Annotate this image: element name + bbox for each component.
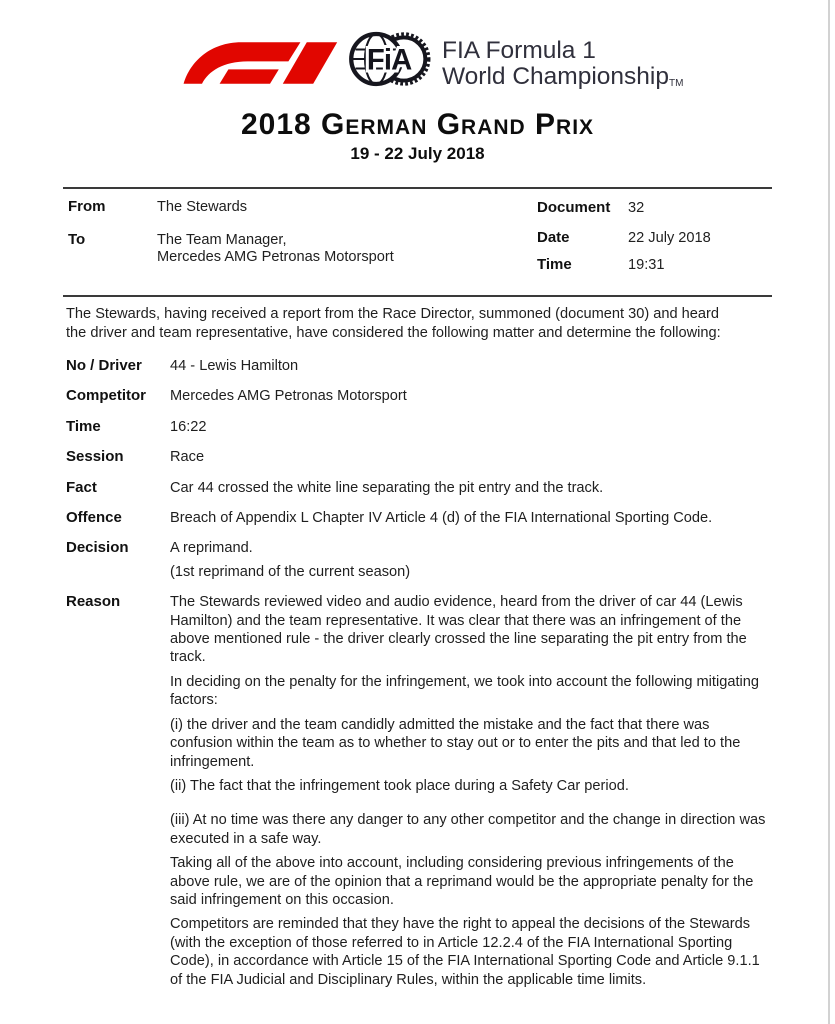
competitor-value: Mercedes AMG Petronas Motorsport <box>170 388 407 405</box>
field-row-driver <box>66 357 772 375</box>
to-value-line2: Mercedes AMG Petronas Motorsport <box>157 249 394 265</box>
to-value <box>157 232 394 266</box>
meta-block <box>0 198 835 293</box>
date-label: Date <box>537 229 570 246</box>
decision-main: A reprimand. <box>170 540 253 557</box>
decision-fields <box>66 357 772 1001</box>
reason-paragraph: The Stewards reviewed video and audio evidence, heard from the driver of car 44 (Lewis Hamilton) and the team representative. It was clear that there was an infringement of the above mentioned rule - the driver clearly crossed the line separating the pit entry from the track. <box>170 594 747 666</box>
reason-paragraph: (ii) The fact that the infringement took place during a Safety Car period. <box>170 777 629 794</box>
title-block <box>0 108 835 164</box>
event-dates: 19 - 22 July 2018 <box>350 144 485 163</box>
decision-note: (1st reprimand of the current season) <box>170 563 411 580</box>
fact-value: Car 44 crossed the white line separating the pit entry and the track. <box>170 479 604 496</box>
f1-logo <box>182 34 342 84</box>
reason-paragraph: (iii) At no time was there any danger to any other competitor and the change in direction was executed in a safe way. <box>170 812 766 847</box>
offence-label: Offence <box>66 509 122 527</box>
time-label: Time <box>537 256 572 273</box>
reason-paragraph: (i) the driver and the team candidly admitted the mistake and the fact that there was confusion within the team as to whether to stay out or to enter the pits and that led to the infringement. <box>170 716 741 770</box>
fact-label: Fact <box>66 478 97 496</box>
divider-top <box>63 187 772 189</box>
trademark-symbol: TM <box>668 78 684 89</box>
from-value: The Stewards <box>157 199 248 215</box>
field-row-decision <box>66 539 772 581</box>
masthead <box>182 26 683 95</box>
time-field-value: 16:22 <box>170 418 207 435</box>
document-label: Document <box>537 199 611 216</box>
to-value-line1: The Team Manager, <box>157 232 287 248</box>
from-label: From <box>68 198 106 215</box>
wordmark-line1: FIA Formula 1 <box>442 37 596 64</box>
field-row-fact <box>66 479 772 497</box>
fia-monogram: FiA <box>366 44 412 77</box>
time-value: 19:31 <box>628 257 665 273</box>
championship-wordmark <box>442 26 683 95</box>
field-row-offence <box>66 509 772 527</box>
field-row-reason <box>66 593 772 989</box>
reason-label: Reason <box>66 593 121 611</box>
fia-globe-logo <box>344 28 436 90</box>
field-row-time <box>66 418 772 436</box>
time-field-label: Time <box>66 417 101 435</box>
to-label: To <box>68 231 86 248</box>
field-row-session <box>66 448 772 466</box>
reason-paragraph: In deciding on the penalty for the infringement, we took into account the following mitigating factors: <box>170 673 759 709</box>
date-value: 22 July 2018 <box>628 230 711 246</box>
divider-bottom <box>63 295 772 297</box>
field-row-competitor <box>66 387 772 405</box>
driver-label: No / Driver <box>66 357 142 374</box>
offence-value: Breach of Appendix L Chapter IV Article 4 (d) of the FIA International Sporting Code. <box>170 510 713 527</box>
reason-value <box>170 593 768 989</box>
document-value: 32 <box>628 200 645 216</box>
decision-value <box>170 539 768 581</box>
decision-label: Decision <box>66 539 129 557</box>
driver-value: 44 - Lewis Hamilton <box>170 358 299 374</box>
session-value: Race <box>170 449 205 466</box>
reason-paragraph: Competitors are reminded that they have the right to appeal the decisions of the Stewards (with the exception of those referred to in Article 12.2.4 of the FIA International Sporting Code), in accordance with Article 15 of the FIA International Sporting Code and Article 9.1.1 of the FIA Judicial and Disciplinary Rules, within the applicable time limits. <box>170 916 760 988</box>
intro-paragraph: The Stewards, having received a report from the Race Director, summoned (document 30) and heard the driver and team representative, have considered the following matter and determine the following: <box>66 306 721 341</box>
event-title: 2018 German Grand Prix <box>240 108 595 141</box>
reason-paragraph: Taking all of the above into account, including considering previous infringements of the above rule, we are of the opinion that a reprimand would be the appropriate penalty for the said infringement on this occasion. <box>170 855 754 908</box>
wordmark-line2: World ChampionshipTM <box>442 63 684 90</box>
competitor-label: Competitor <box>66 387 146 405</box>
session-label: Session <box>66 448 124 466</box>
